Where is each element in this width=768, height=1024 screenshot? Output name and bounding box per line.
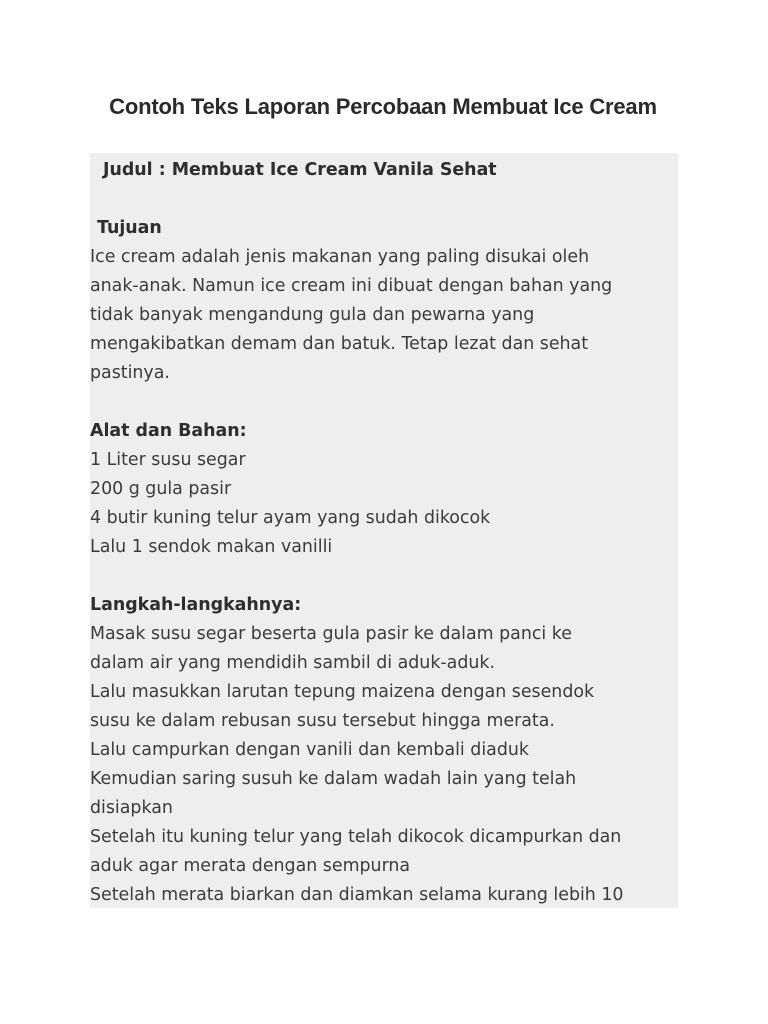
ingredient-item: 4 butir kuning telur ayam yang sudah dikocok [90,508,491,528]
tujuan-heading: Tujuan [97,218,162,238]
tujuan-line: mengakibatkan demam dan batuk. Tetap lezat dan sehat [90,334,589,354]
ingredient-item: Lalu 1 sendok makan vanilli [90,537,333,557]
judul-heading: Judul : Membuat Ice Cream Vanila Sehat [103,160,497,180]
spacer [90,185,678,214]
langkah-heading: Langkah-langkahnya: [90,595,302,615]
ingredient-item: 200 g gula pasir [90,479,232,499]
step-line: Lalu campurkan dengan vanili dan kembali diaduk [90,740,529,760]
tujuan-line: pastinya. [90,363,170,383]
step-line: disiapkan [90,798,173,818]
step-line: Lalu masukkan larutan tepung maizena dengan sesendok [90,682,595,702]
page-title: Contoh Teks Laporan Percobaan Membuat Ice Cream [109,94,657,119]
step-line: Masak susu segar beserta gula pasir ke dalam panci ke [90,624,572,644]
spacer [90,562,678,591]
spacer [90,388,678,417]
step-line: Setelah itu kuning telur yang telah dikocok dicampurkan dan [90,827,622,847]
ingredient-item: 1 Liter susu segar [90,450,246,470]
step-line: aduk agar merata dengan sempurna [90,856,411,876]
step-line: Kemudian saring susuh ke dalam wadah lain yang telah [90,769,577,789]
step-line: Setelah merata biarkan dan diamkan selama kurang lebih 10 [90,885,624,905]
tujuan-line: anak-anak. Namun ice cream ini dibuat dengan bahan yang [90,276,613,296]
report-content-box [90,153,678,908]
alat-bahan-heading: Alat dan Bahan: [90,421,247,441]
tujuan-line: Ice cream adalah jenis makanan yang paling disukai oleh [90,247,590,267]
step-line: dalam air yang mendidih sambil di aduk-aduk. [90,653,495,673]
tujuan-line: tidak banyak mengandung gula dan pewarna yang [90,305,535,325]
report-content [90,153,678,908]
step-line: susu ke dalam rebusan susu tersebut hingga merata. [90,711,555,731]
